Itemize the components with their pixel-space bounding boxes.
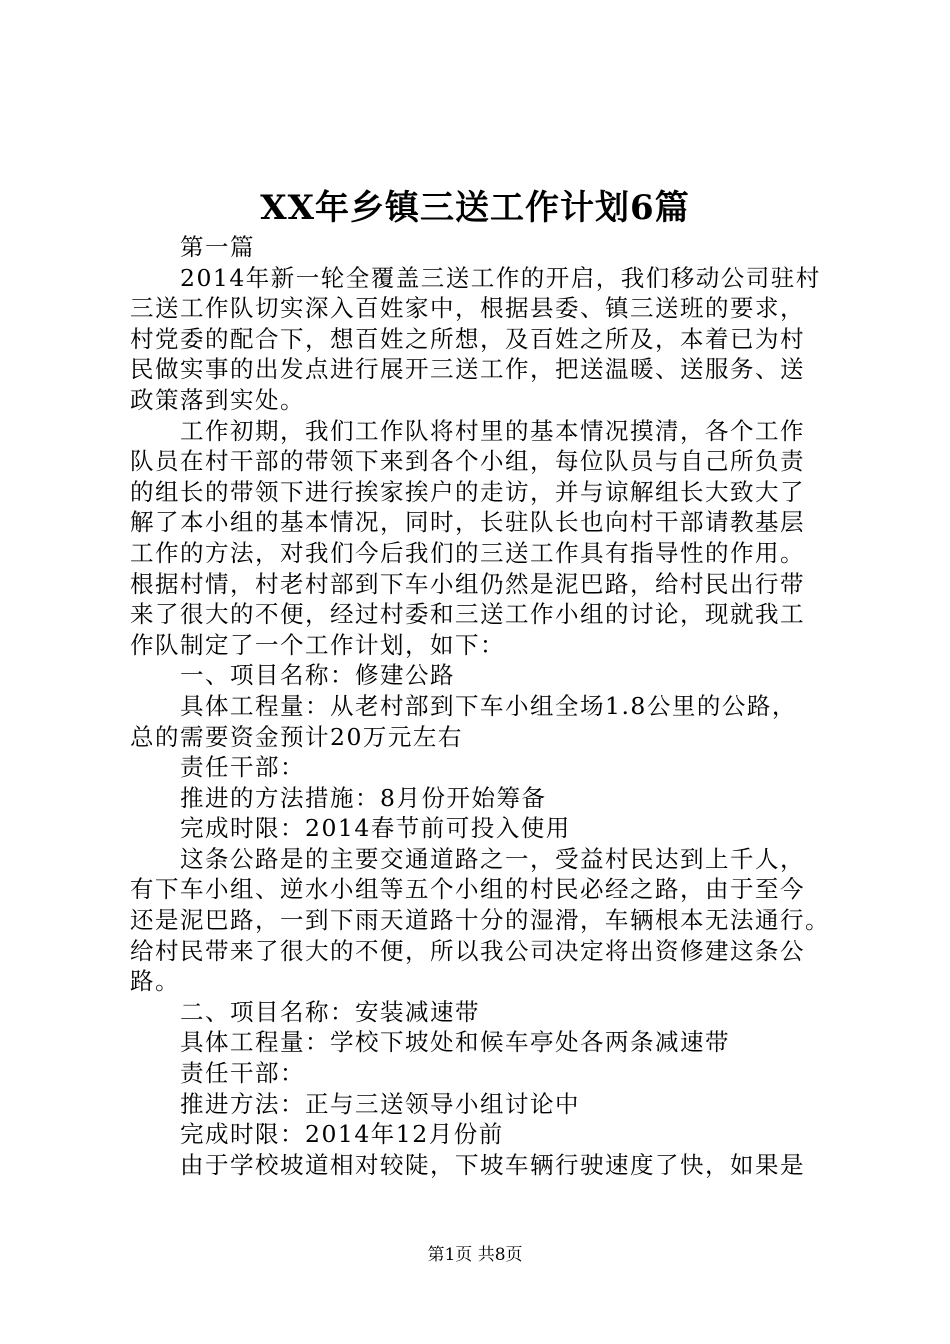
body-line: 第一篇 xyxy=(180,233,255,261)
body-line: 村党委的配合下，想百姓之所想，及百姓之所及，本着已为村 xyxy=(130,324,805,353)
page-footer: 第1页 共8页 xyxy=(427,1245,523,1265)
body-line: 总的需要资金预计20万元左右 xyxy=(130,722,463,751)
body-line: 责任干部： xyxy=(180,1059,305,1088)
body-line: 推进方法：正与三送领导小组讨论中 xyxy=(180,1089,580,1118)
body-line: 路。 xyxy=(130,967,180,996)
body-line: 责任干部： xyxy=(180,753,305,782)
body-line: 具体工程量：学校下坡处和候车亭处各两条减速带 xyxy=(180,1028,730,1057)
body-line: 解了本小组的基本情况，同时，长驻队长也向村干部请教基层 xyxy=(130,508,805,537)
body-line: 工作的方法，对我们今后我们的三送工作具有指导性的作用。 xyxy=(130,538,805,567)
body-line: 推进的方法措施：8月份开始筹备 xyxy=(180,783,547,812)
body-line: 2014年新一轮全覆盖三送工作的开启，我们移动公司驻村 xyxy=(180,263,821,292)
body-line: 三送工作队切实深入百姓家中，根据县委、镇三送班的要求， xyxy=(130,294,805,323)
body-line: 完成时限：2014年12月份前 xyxy=(180,1120,504,1149)
body-line: 民做实事的出发点进行展开三送工作，把送温暖、送服务、送 xyxy=(130,355,805,384)
body-line: 完成时限：2014春节前可投入使用 xyxy=(180,814,571,843)
body-line: 这条公路是的主要交通道路之一，受益村民达到上千人， xyxy=(180,844,805,873)
body-line: 给村民带来了很大的不便，所以我公司决定将出资修建这条公 xyxy=(130,936,805,965)
body-line: 来了很大的不便，经过村委和三送工作小组的讨论，现就我工 xyxy=(130,600,805,629)
body-line: 具体工程量：从老村部到下车小组全场1.8公里的公路， xyxy=(180,691,797,720)
document-title: XX年乡镇三送工作计划6篇 xyxy=(260,188,690,228)
body-line: 有下车小组、逆水小组等五个小组的村民必经之路，由于至今 xyxy=(130,875,805,904)
body-line: 作队制定了一个工作计划，如下： xyxy=(130,630,505,659)
body-line: 队员在村干部的带领下来到各个小组，每位队员与自己所负责 xyxy=(130,447,805,476)
body-line: 根据村情，村老村部到下车小组仍然是泥巴路，给村民出行带 xyxy=(130,569,805,598)
body-line: 工作初期，我们工作队将村里的基本情况摸清，各个工作 xyxy=(180,416,805,445)
document-body xyxy=(130,232,835,1180)
body-line: 一、项目名称：修建公路 xyxy=(180,661,455,690)
body-line: 二、项目名称：安装减速带 xyxy=(180,997,480,1026)
body-line: 由于学校坡道相对较陡，下坡车辆行驶速度了快，如果是 xyxy=(180,1150,805,1179)
body-line: 的组长的带领下进行挨家挨户的走访，并与谅解组长大致大了 xyxy=(130,477,805,506)
body-line: 政策落到实处。 xyxy=(130,385,305,414)
body-line: 还是泥巴路，一到下雨天道路十分的湿滑，车辆根本无法通行。 xyxy=(130,906,830,935)
